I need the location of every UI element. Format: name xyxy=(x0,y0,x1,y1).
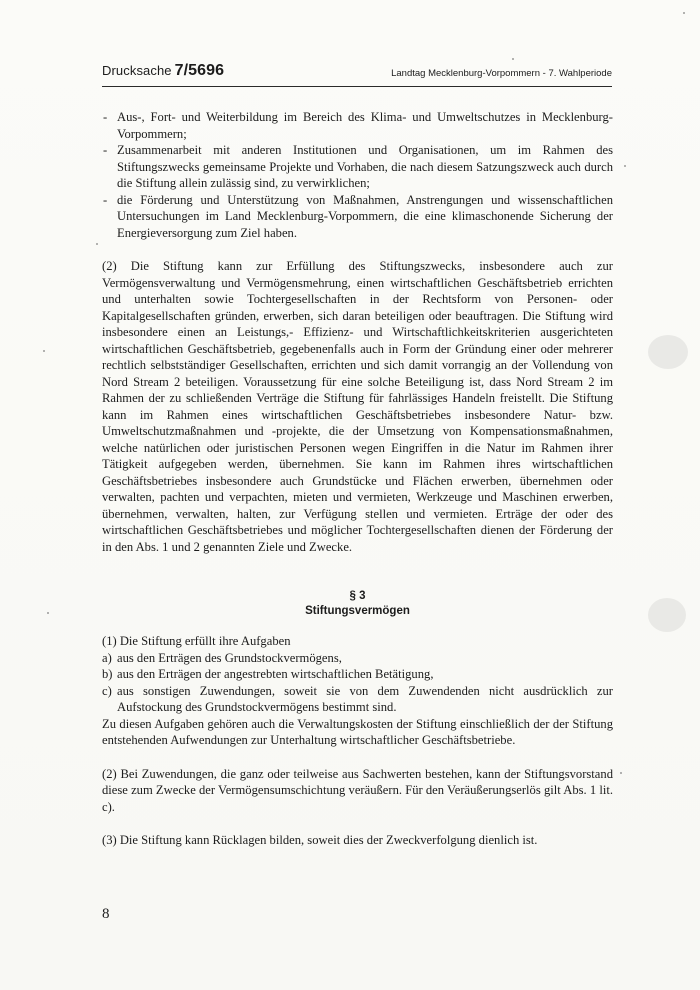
section-3-paragraph-3: (3) Die Stiftung kann Rücklagen bilden, soweit dies der Zweckverfolgung dienlich ist. xyxy=(102,833,538,847)
list-marker: a) xyxy=(102,650,112,665)
list-item-text: aus den Erträgen der angestrebten wirtschaftlichen Betätigung, xyxy=(117,667,434,681)
list-item-text: aus den Erträgen des Grundstockvermögens, xyxy=(117,650,342,665)
section-number: § 3 xyxy=(349,590,366,602)
scan-speck xyxy=(620,772,622,774)
document-label: Drucksache xyxy=(102,63,172,78)
funding-sources-list xyxy=(102,650,613,716)
parliament-label: Landtag Mecklenburg-Vorpommern - 7. Wahlperiode xyxy=(391,68,612,79)
section-3-intro: (1) Die Stiftung erfüllt ihre Aufgaben xyxy=(102,634,291,648)
page-header xyxy=(102,60,612,86)
list-marker: b) xyxy=(102,667,113,681)
page-number: 8 xyxy=(102,906,110,922)
scan-artifact xyxy=(648,598,686,632)
document-body xyxy=(102,109,613,849)
list-item: - die Förderung und Unterstützung von Maßnahmen, Anstrengungen und wissenschaftlichen Untersuchungen im Land Mecklenburg-Vorpommern, die eine klimaschonende Sicherung der Energieversorgung zum Ziel haben. xyxy=(102,192,613,242)
list-item: - Aus-, Fort- und Weiterbildung im Bereich des Klima- und Umweltschutzes in Mecklenburg-Vorpommern; xyxy=(102,109,613,142)
scan-speck xyxy=(683,12,685,14)
list-marker: c) xyxy=(102,683,112,698)
scan-speck xyxy=(96,243,98,245)
scan-speck xyxy=(624,165,626,167)
administrative-costs-paragraph: Zu diesen Aufgaben gehören auch die Verwaltungskosten der Stiftung einschließlich der der Stiftung entstehenden Aufwendungen zur Unterhaltung wirtschaftlicher Geschäftsbetriebe. xyxy=(102,716,613,747)
purpose-list xyxy=(102,109,613,241)
scan-speck xyxy=(512,58,514,60)
list-item-text: aus sonstigen Zuwendungen, soweit sie von dem Zuwendenden nicht ausdrücklich zur Aufstockung des Grundstockvermögens bestimmt sind. xyxy=(117,683,613,714)
paragraph-2: (2) Die Stiftung kann zur Erfüllung des Stiftungszwecks, insbesondere auch zur Vermögensverwaltung und Vermögensmehrung, einen wirtschaftlichen Geschäftsbetrieb errichten und unterhalten sowie Tochtergesellschaften in der Rechtsform von Personen- oder Kapitalgesellschaften gründen, erwerben, sich daran beteiligen oder beauftragen. Die Stiftung wird insbesondere einen an Leistungs,- Effizienz- und Wirtschaftlichkeitskriterien ausgerichteten wirtschaftlichen Geschäftsbetrieb, gegebenenfalls auch in Form der Gründung einer oder mehrerer rechtlich selbstständiger Gesellschaften, errichten und sich damit vorrangig an der Vollendung von Nord Stream 2 beteiligen. Voraussetzung für eine solche Beteiligung ist, dass Nord Stream 2 im Rahmen der zu schließenden Verträge die Stiftung für fahrlässiges Handeln freistellt. Die Stiftung kann im Rahmen eines wirtschaftlichen Geschäftsbetriebes insbesondere Natur- bzw. Umweltschutzmaßnahmen und -projekte, die der Umsetzung von Kompensationsmaßnahmen, welche natürlichen oder juristischen Personen wegen Eingriffen in die Natur im Rahmen ihrer Tätigkeit aufgegeben werden, übernehmen. Sie kann im Rahmen ihres wirtschaftlichen Geschäftsbetriebes insbesondere auch Grundstücke und Flächen erwerben, übernehmen oder verwalten, pachten und verpachten, mieten und vermieten, Werkzeuge und Maschinen erwerben, übernehmen, verwalten, halten, zur Verfügung stellen und vermieten. Erträge der oder des wirtschaftlichen Geschäftsbetriebes und möglicher Tochtergesellschaften dienen der Förderung der in den Abs. 1 und 2 genannten Ziele und Zwecke. xyxy=(102,259,613,554)
list-item xyxy=(102,666,613,683)
section-3-paragraph-2: (2) Bei Zuwendungen, die ganz oder teilweise aus Sachwerten bestehen, kann der Stiftungsvorstand diese zum Zwecke der Vermögensumschichtung veräußern. Für den Veräußerungserlös gilt Abs. 1 lit. c). xyxy=(102,766,613,814)
scan-speck xyxy=(47,612,49,614)
list-item: - Zusammenarbeit mit anderen Institutionen und Organisationen, um im Rahmen des Stiftungszwecks gemeinsame Projekte und Vorhaben, die nach diesem Satzungszweck auch durch die Stiftung allein zulässig sind, zu verwirklichen; xyxy=(102,142,613,192)
document-reference xyxy=(102,62,224,80)
list-item xyxy=(102,683,613,716)
scan-artifact xyxy=(648,335,688,369)
scan-speck xyxy=(43,350,45,352)
list-item xyxy=(102,650,613,667)
section-title: Stiftungsvermögen xyxy=(305,605,410,617)
header-divider xyxy=(102,86,612,87)
document-number: 7/5696 xyxy=(174,62,225,79)
